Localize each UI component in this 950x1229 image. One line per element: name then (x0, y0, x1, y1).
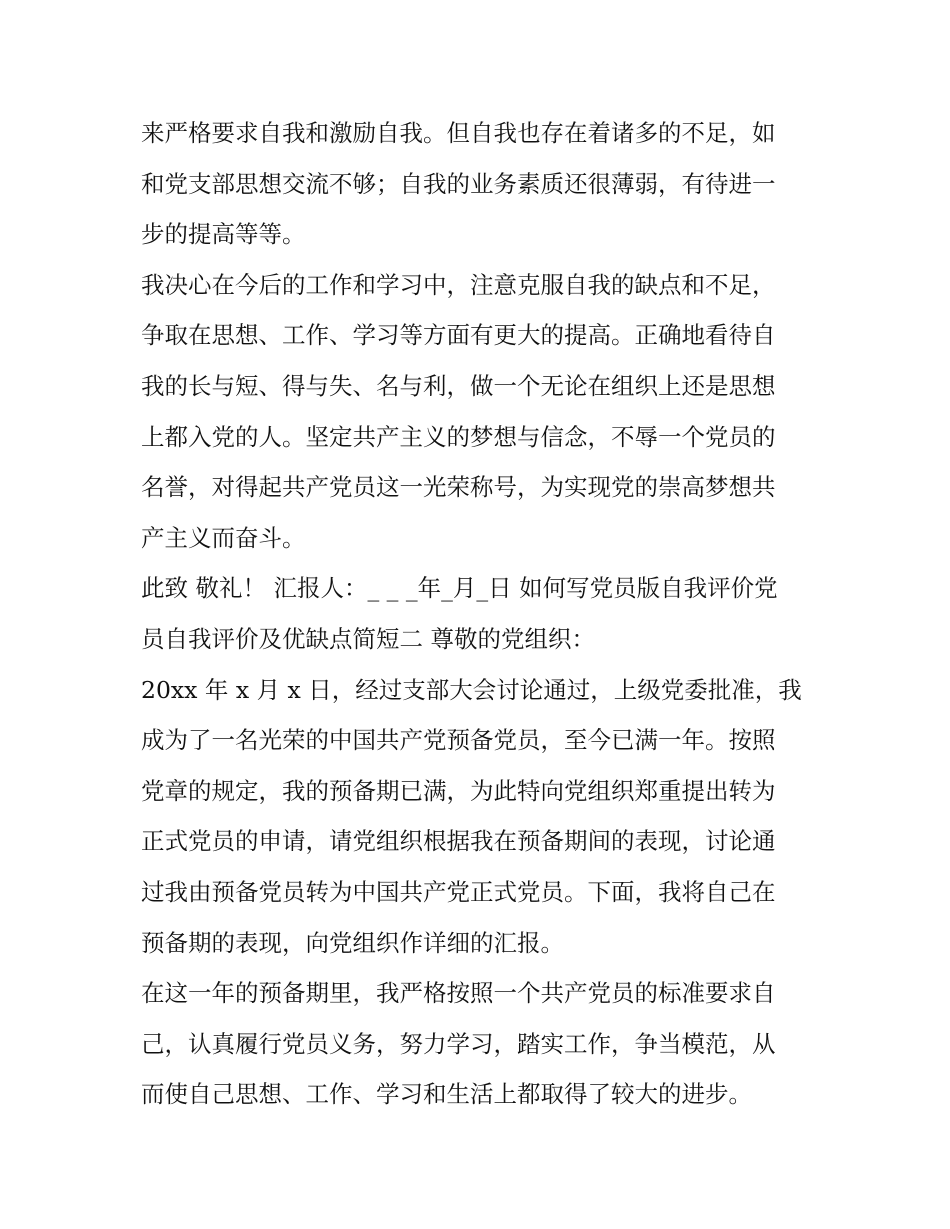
text-line: 我的长与短、得与失、名与利，做一个无论在组织上还是思想 (141, 371, 776, 400)
text-line: 员自我评价及优缺点简短二 尊敬的党组织： (141, 624, 595, 653)
text-line: 争取在思想、工作、学习等方面有更大的提高。正确地看待自 (141, 321, 776, 350)
text-line: 此致 敬礼！ 汇报人：_ _ _年_月_日 如何写党员版自我评价党 (141, 574, 778, 603)
text-line: 我决心在今后的工作和学习中，注意克服自我的缺点和不足， (141, 270, 776, 299)
paragraph-progress (141, 968, 816, 1120)
text-line: 20xx 年 x 月 x 日，经过支部大会讨论通过，上级党委批准，我 (141, 675, 802, 704)
text-line: 党章的规定，我的预备期已满，为此特向党组织郑重提出转为 (141, 776, 776, 805)
paragraph-self-assessment (141, 108, 816, 260)
text-line: 正式党员的申请，请党组织根据我在预备期间的表现，讨论通 (141, 827, 776, 856)
text-line: 步的提高等等。 (141, 220, 306, 249)
text-line: 己，认真履行党员义务，努力学习，踏实工作，争当模范，从 (141, 1029, 776, 1058)
text-line: 在这一年的预备期里，我严格按照一个共产党员的标准要求自 (141, 979, 776, 1008)
paragraph-closing-and-heading (141, 563, 816, 664)
text-line: 和党支部思想交流不够；自我的业务素质还很薄弱，有待进一 (141, 169, 776, 198)
text-line: 成为了一名光荣的中国共产党预备党员，至今已满一年。按照 (141, 726, 776, 755)
document-body (141, 108, 816, 1120)
paragraph-resolution (141, 260, 816, 564)
text-line: 预备期的表现，向党组织作详细的汇报。 (141, 928, 564, 957)
text-line: 上都入党的人。坚定共产主义的梦想与信念，不辱一个党员的 (141, 422, 776, 451)
text-line: 过我由预备党员转为中国共产党正式党员。下面，我将自己在 (141, 877, 776, 906)
text-line: 名誉，对得起共产党员这一光荣称号，为实现党的崇高梦想共 (141, 473, 776, 502)
paragraph-application (141, 665, 816, 969)
text-line: 而使自己思想、工作、学习和生活上都取得了较大的进步。 (141, 1080, 752, 1109)
text-line: 产主义而奋斗。 (141, 523, 306, 552)
text-line: 来严格要求自我和激励自我。但自我也存在着诸多的不足，如 (141, 119, 776, 147)
